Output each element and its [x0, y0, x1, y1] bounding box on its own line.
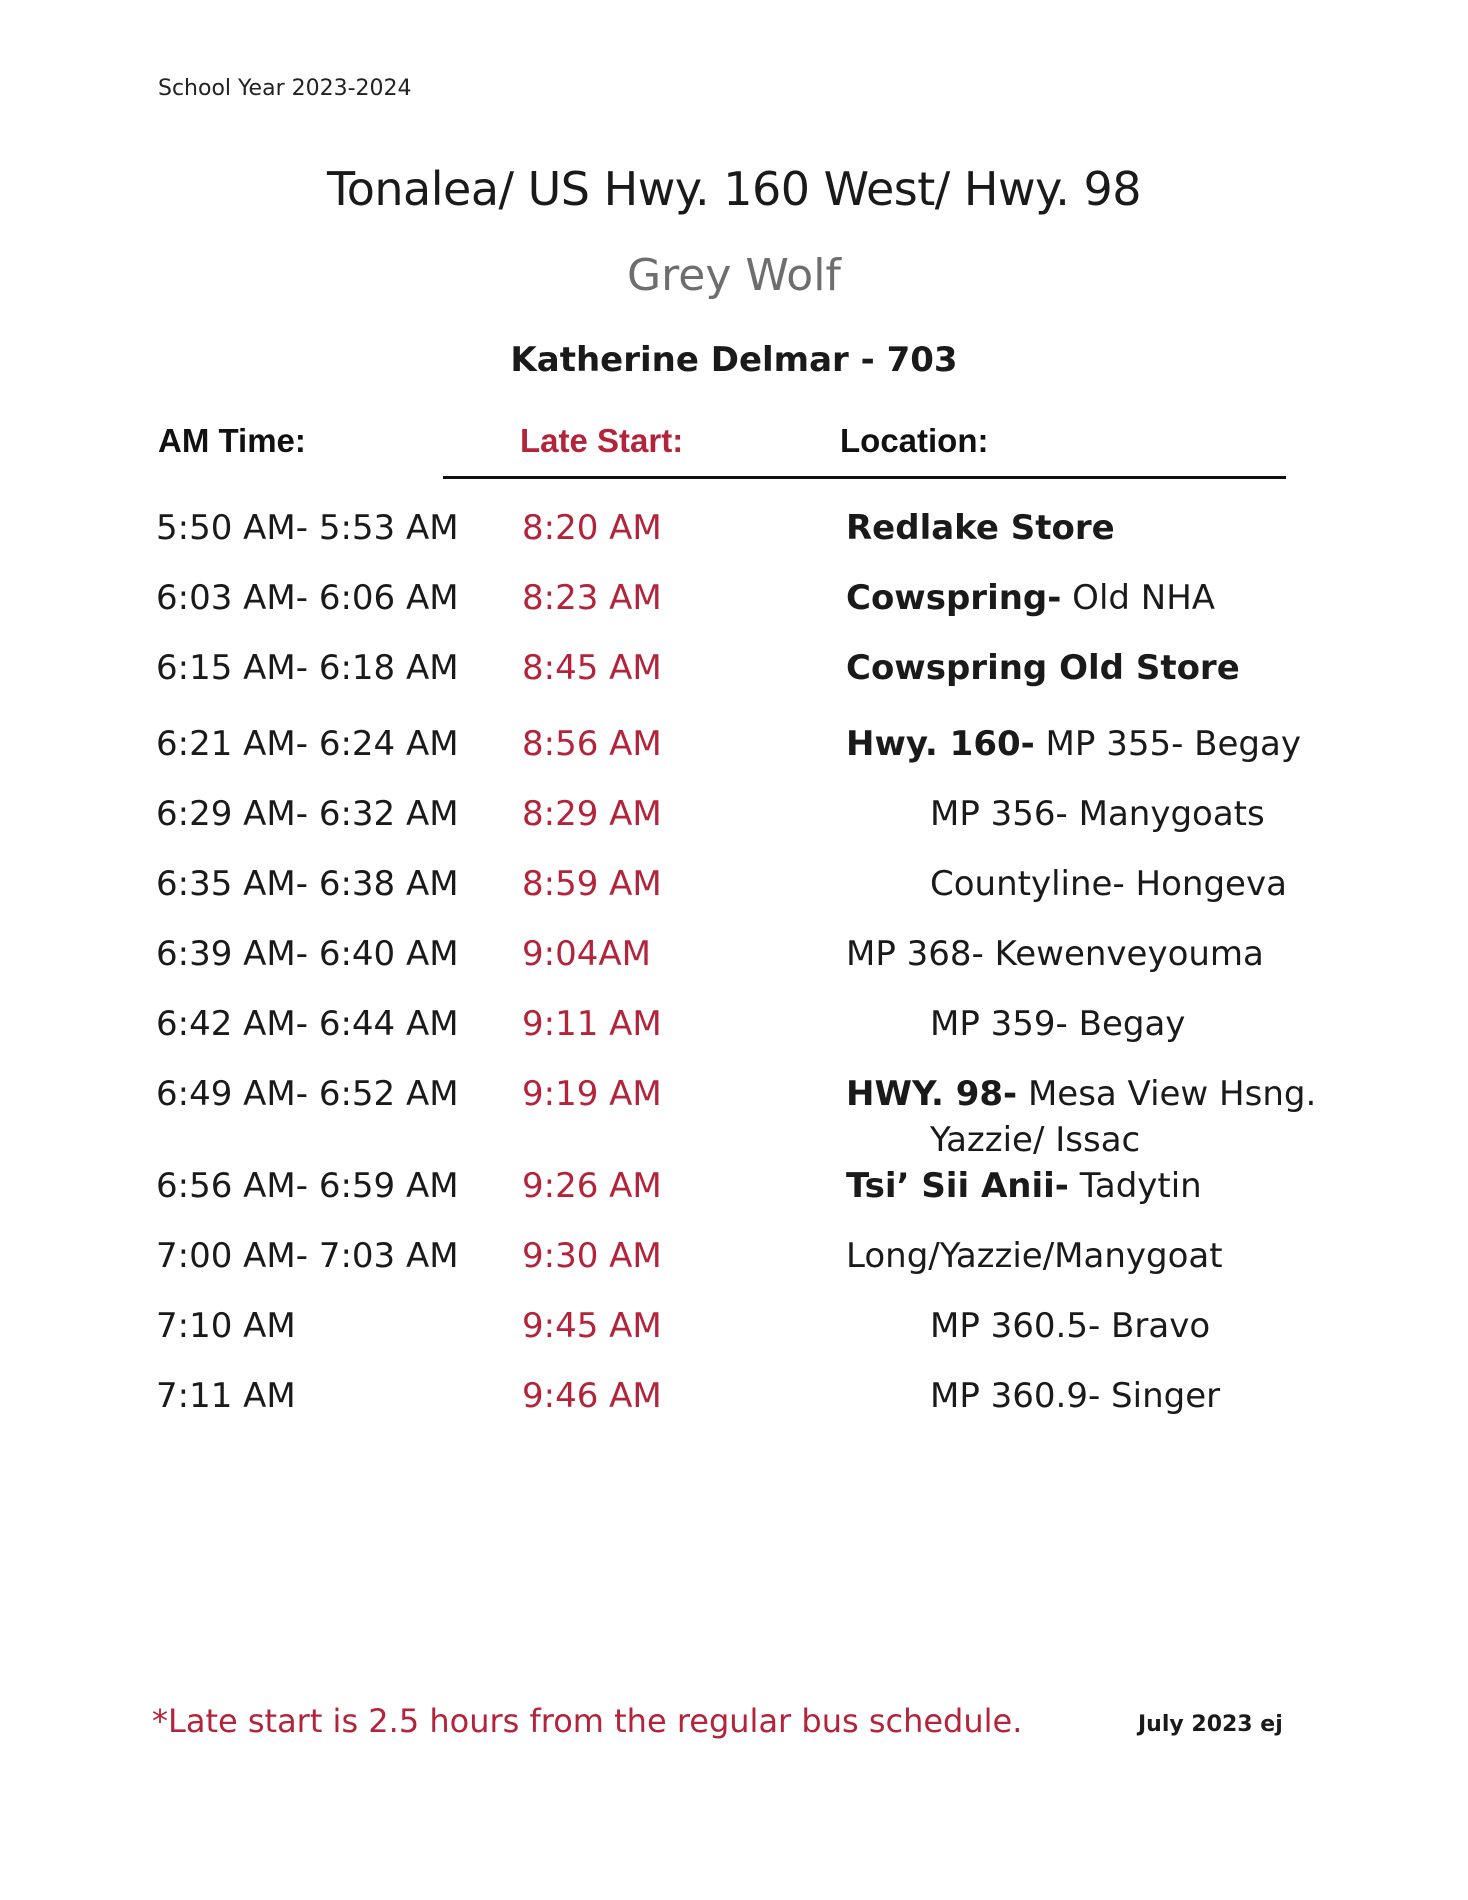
route-subtitle: Grey Wolf	[627, 250, 841, 301]
location-text: MP 360.9- Singer	[930, 1376, 1221, 1416]
location-text: Mesa View Hsng.	[1017, 1074, 1317, 1114]
late-start-header: Late Start:	[520, 422, 684, 459]
location-text: Long/Yazzie/Manygoat	[846, 1236, 1223, 1276]
am-time-cell: 6:29 AM- 6:32 AM	[156, 794, 459, 834]
late-start-cell: 8:29 AM	[522, 794, 662, 834]
document-date-stamp: July 2023 ej	[1138, 1712, 1283, 1737]
location-bold-label: Hwy. 160-	[846, 724, 1035, 764]
location-second-line: Yazzie/ Issac	[930, 1120, 1141, 1160]
am-time-cell: 6:03 AM- 6:06 AM	[156, 578, 459, 618]
table-row	[0, 1376, 1468, 1476]
location-bold-label: Redlake Store	[846, 508, 1115, 548]
am-time-header: AM Time:	[158, 422, 306, 459]
location-cell	[930, 1306, 1210, 1346]
driver-label: Katherine Delmar - 703	[510, 340, 958, 380]
location-cell	[846, 648, 1240, 688]
late-start-cell: 8:45 AM	[522, 648, 662, 688]
late-start-cell: 8:20 AM	[522, 508, 662, 548]
am-time-cell: 6:49 AM- 6:52 AM	[156, 1074, 459, 1114]
late-start-cell: 8:56 AM	[522, 724, 662, 764]
late-start-cell: 8:23 AM	[522, 578, 662, 618]
am-time-cell: 7:00 AM- 7:03 AM	[156, 1236, 459, 1276]
location-cell	[930, 864, 1287, 904]
location-cell	[846, 1166, 1202, 1206]
location-text: MP 359- Begay	[930, 1004, 1186, 1044]
location-text: Tadytin	[1068, 1166, 1202, 1206]
late-start-cell: 9:30 AM	[522, 1236, 662, 1276]
location-cell	[846, 508, 1115, 548]
location-cell	[846, 934, 1264, 974]
location-bold-label: Cowspring Old Store	[846, 648, 1240, 688]
location-text: MP 360.5- Bravo	[930, 1306, 1211, 1346]
location-bold-label: Cowspring-	[846, 578, 1062, 618]
location-cell	[930, 1004, 1185, 1044]
late-start-cell: 9:46 AM	[522, 1376, 662, 1416]
location-text: Old NHA	[1061, 578, 1216, 618]
location-cell	[846, 578, 1215, 618]
late-start-cell: 9:45 AM	[522, 1306, 662, 1346]
am-time-cell: 6:56 AM- 6:59 AM	[156, 1166, 459, 1206]
route-title: Tonalea/ US Hwy. 160 West/ Hwy. 98	[326, 162, 1142, 216]
late-start-cell: 9:04AM	[522, 934, 651, 974]
location-text: Countyline- Hongeva	[930, 864, 1287, 904]
location-cell	[846, 1074, 1316, 1114]
late-start-cell: 9:26 AM	[522, 1166, 662, 1206]
late-start-cell: 9:11 AM	[522, 1004, 662, 1044]
location-cell	[846, 1236, 1223, 1276]
table-row	[0, 1074, 1468, 1174]
am-time-cell: 5:50 AM- 5:53 AM	[156, 508, 459, 548]
location-cell	[930, 1376, 1220, 1416]
school-year-label: School Year 2023-2024	[158, 76, 412, 101]
am-time-cell: 6:42 AM- 6:44 AM	[156, 1004, 459, 1044]
am-time-cell: 7:10 AM	[156, 1306, 296, 1346]
am-time-cell: 6:15 AM- 6:18 AM	[156, 648, 459, 688]
late-start-cell: 9:19 AM	[522, 1074, 662, 1114]
location-cell	[846, 724, 1301, 764]
location-bold-label: Tsi’ Sii Anii-	[846, 1166, 1069, 1206]
location-bold-label: HWY. 98-	[846, 1074, 1018, 1114]
am-time-cell: 6:39 AM- 6:40 AM	[156, 934, 459, 974]
late-start-cell: 8:59 AM	[522, 864, 662, 904]
location-text: MP 356- Manygoats	[930, 794, 1265, 834]
location-cell	[930, 794, 1265, 834]
location-text: MP 368- Kewenveyouma	[846, 934, 1264, 974]
am-time-cell: 6:35 AM- 6:38 AM	[156, 864, 459, 904]
location-text: MP 355- Begay	[1034, 724, 1301, 764]
late-start-footnote: *Late start is 2.5 hours from the regular bus schedule.	[152, 1702, 1023, 1740]
am-time-cell: 6:21 AM- 6:24 AM	[156, 724, 459, 764]
am-time-cell: 7:11 AM	[156, 1376, 296, 1416]
location-header: Location:	[840, 422, 989, 459]
